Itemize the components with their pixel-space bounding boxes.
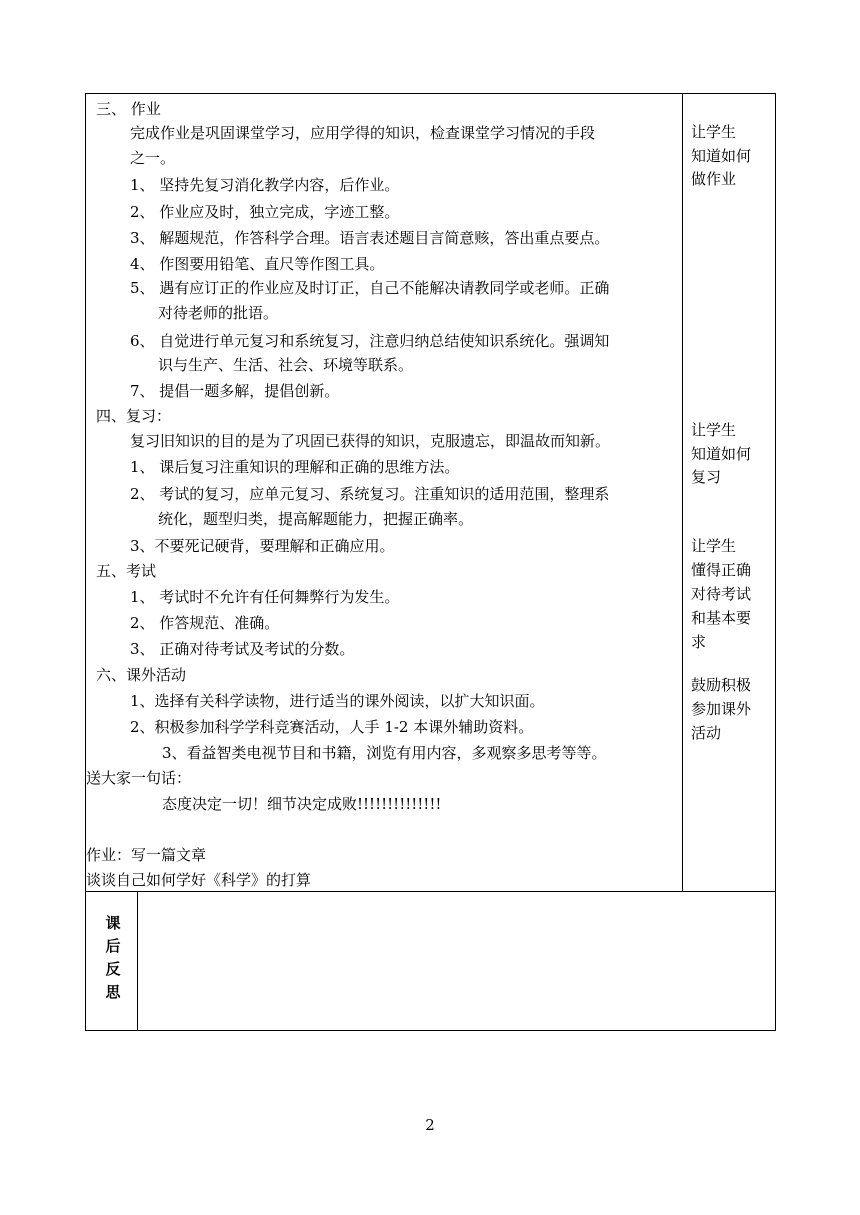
- section-heading-activities: 六、课外活动: [96, 666, 187, 684]
- paragraph-line: 复习旧知识的目的是为了巩固已获得的知识，克服遗忘，即温故而知新。: [130, 432, 611, 450]
- side-note-line: 活动: [691, 724, 722, 742]
- list-item: 2、积极参加科学学科竞赛活动，人手 1-2 本课外辅助资料。: [130, 718, 534, 736]
- assignment-line: 作业：写一篇文章: [86, 846, 207, 864]
- list-item: 2、 作业应及时，独立完成，字迹工整。: [130, 203, 400, 221]
- side-note-line: 让学生: [691, 421, 737, 439]
- reflection-label-cell: [86, 892, 138, 1030]
- side-note-line: 知道如何: [691, 147, 752, 165]
- side-note-line: 让学生: [691, 123, 737, 141]
- list-item: 7、 提倡一题多解，提倡创新。: [130, 382, 340, 400]
- side-note-line: 鼓励积极: [691, 676, 752, 694]
- list-item: 3、不要死记硬背，要理解和正确应用。: [130, 537, 395, 555]
- side-note-line: 复习: [691, 468, 722, 486]
- motto: 态度决定一切！细节决定成败!!!!!!!!!!!!!!: [162, 795, 442, 813]
- list-item: 4、 作图要用铅笔、直尺等作图工具。: [130, 255, 385, 273]
- paragraph-line: 完成作业是巩固课堂学习，应用学得的知识，检查课堂学习情况的手段: [130, 124, 596, 142]
- list-item-continuation: 对待老师的批语。: [158, 304, 279, 322]
- main-content-cell: [86, 94, 682, 892]
- list-item: 3、看益智类电视节目和书籍，浏览有用内容，多观察多思考等等。: [162, 744, 607, 762]
- list-item: 1、 坚持先复习消化教学内容，后作业。: [130, 176, 400, 194]
- side-note-line: 参加课外: [691, 700, 752, 718]
- reflection-content-cell[interactable]: [138, 892, 775, 1030]
- page-number: 2: [425, 1116, 435, 1134]
- list-item: 1、 考试时不允许有任何舞弊行为发生。: [130, 588, 400, 606]
- side-note-line: 做作业: [691, 170, 737, 188]
- side-note-line: 对待考试: [691, 585, 752, 603]
- list-item: 1、选择有关科学读物，进行适当的课外阅读，以扩大知识面。: [130, 692, 545, 710]
- reflection-label: 课后反思: [105, 914, 121, 1001]
- list-item: 3、 正确对待考试及考试的分数。: [130, 640, 355, 658]
- list-item: 2、 考试的复习，应单元复习、系统复习。注重知识的适用范围，整理系: [130, 485, 610, 503]
- list-item-continuation: 识与生产、生活、社会、环境等联系。: [158, 356, 414, 374]
- side-notes-cell: [683, 94, 776, 892]
- section-heading-review: 四、复习：: [96, 407, 172, 425]
- side-note-line: 和基本要: [691, 609, 752, 627]
- assignment-line: 谈谈自己如何学好《科学》的打算: [86, 871, 312, 889]
- list-item: 6、 自觉进行单元复习和系统复习，注意归纳总结使知识系统化。强调知: [130, 332, 610, 350]
- side-note-line: 知道如何: [691, 445, 752, 463]
- side-note-line: 让学生: [691, 537, 737, 555]
- list-item: 3、 解题规范，作答科学合理。语言表述题目言简意赅，答出重点要点。: [130, 229, 610, 247]
- closing-heading: 送大家一句话：: [86, 769, 192, 787]
- list-item: 1、 课后复习注重知识的理解和正确的思维方法。: [130, 458, 460, 476]
- side-note-line: 懂得正确: [691, 561, 752, 579]
- lesson-plan-table: [85, 93, 776, 1031]
- section-heading-exam: 五、考试: [96, 562, 157, 580]
- section-heading-homework: 三、 作业: [96, 100, 161, 118]
- side-note-line: 求: [691, 633, 707, 651]
- list-item: 2、 作答规范、准确。: [130, 614, 280, 632]
- list-item-continuation: 统化，题型归类，提高解题能力，把握正确率。: [158, 510, 474, 528]
- list-item: 5、 遇有应订正的作业应及时订正，自己不能解决请教同学或老师。正确: [130, 279, 610, 297]
- paragraph-line: 之一。: [130, 149, 176, 167]
